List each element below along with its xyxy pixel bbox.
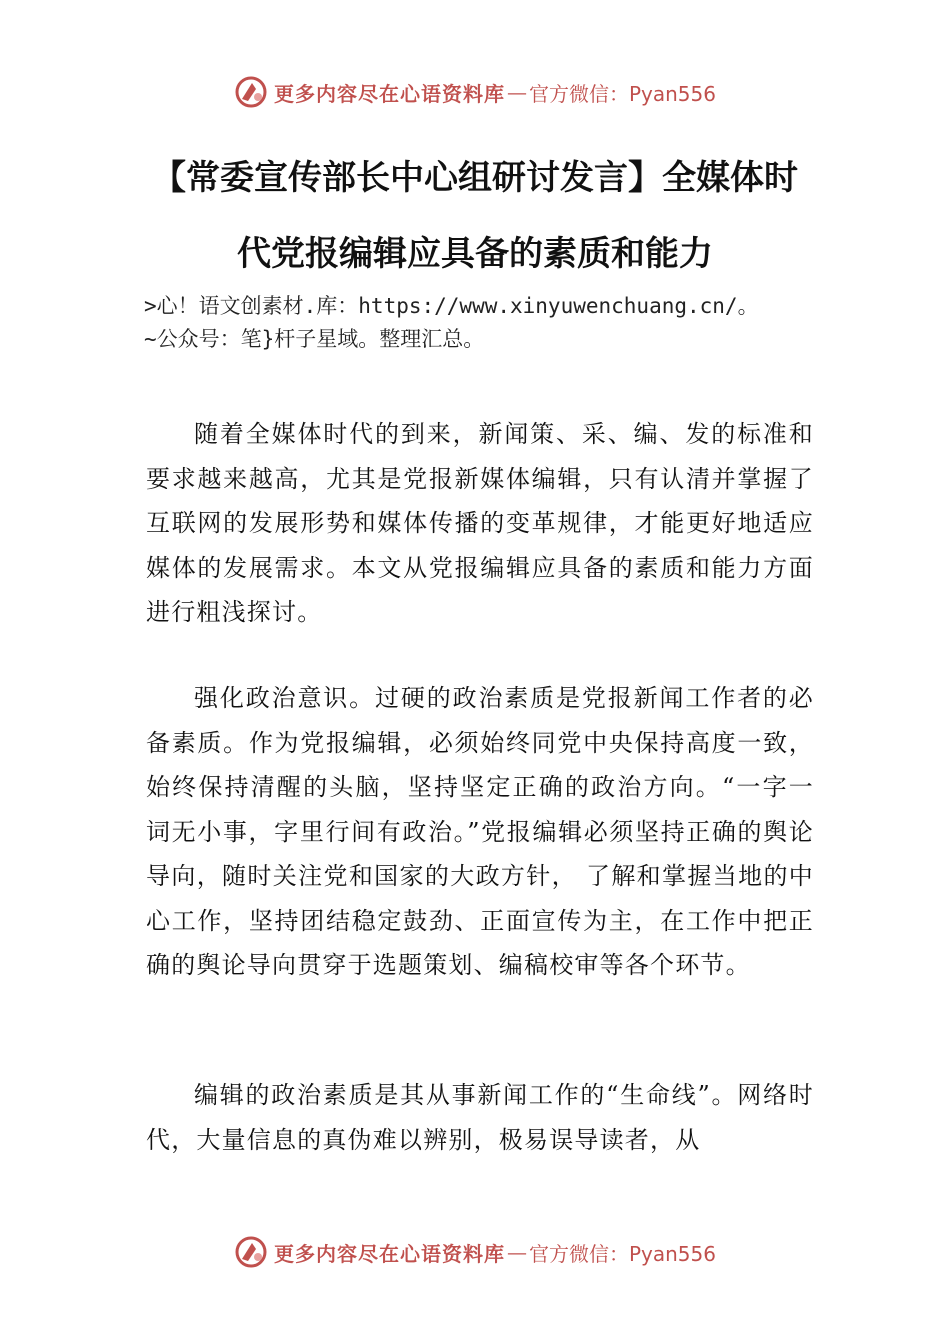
banner-dash: — <box>506 1240 527 1264</box>
banner-wechat: 官方微信：Pyan556 <box>528 1241 716 1266</box>
source-note <box>144 290 834 356</box>
paragraph: 编辑的政治素质是其从事新闻工作的“生命线”。网络时代，大量信息的真伪难以辨别，极易误导读者，从 <box>146 1081 814 1154</box>
footer-banner <box>0 1230 950 1274</box>
banner-dash: — <box>506 80 527 104</box>
page-title <box>0 140 950 292</box>
paragraph-1-block <box>146 412 814 635</box>
source-line-1: >心！语文创素材.库：https://www.xinyuwenchuang.cn/。 <box>144 294 759 318</box>
title-line-1: 【常委宣传部长中心组研讨发言】全媒体时 <box>152 158 798 198</box>
banner-text: 更多内容尽在心语资料库 <box>273 81 505 106</box>
source-line-2: ~公众号：笔}杆子星域。整理汇总。 <box>144 327 485 351</box>
paragraph: 强化政治意识。过硬的政治素质是党报新闻工作者的必备素质。作为党报编辑，必须始终同党中央保持高度一致，始终保持清醒的头脑，坚持坚定正确的政治方向。“一字一词无小事，字里行间有政治。”党报编辑必须坚持正确的舆论导向，随时关注党和国家的大政方针， 了解和掌握当地的中心工作，坚持团结稳定鼓劲、正面宣传为主，在工作中把正确的舆论导向贯穿于选题策划、编稿校审等各个环节。 <box>146 684 814 979</box>
paragraph: 随着全媒体时代的到来，新闻策、采、编、发的标准和要求越来越高，尤其是党报新媒体编辑，只有认清并掌握了互联网的发展形势和媒体传播的变革规律，才能更好地适应媒体的发展需求。本文从党报编辑应具备的素质和能力方面进行粗浅探讨。 <box>146 420 814 626</box>
paragraph-2-block <box>146 676 814 988</box>
header-banner <box>0 70 950 114</box>
brand-logo-icon <box>234 75 268 109</box>
brand-logo-icon <box>234 1235 268 1269</box>
title-line-2: 代党报编辑应具备的素质和能力 <box>237 234 713 274</box>
paragraph-3-block <box>146 1073 814 1162</box>
banner-wechat: 官方微信：Pyan556 <box>528 81 716 106</box>
banner-text: 更多内容尽在心语资料库 <box>273 1241 505 1266</box>
